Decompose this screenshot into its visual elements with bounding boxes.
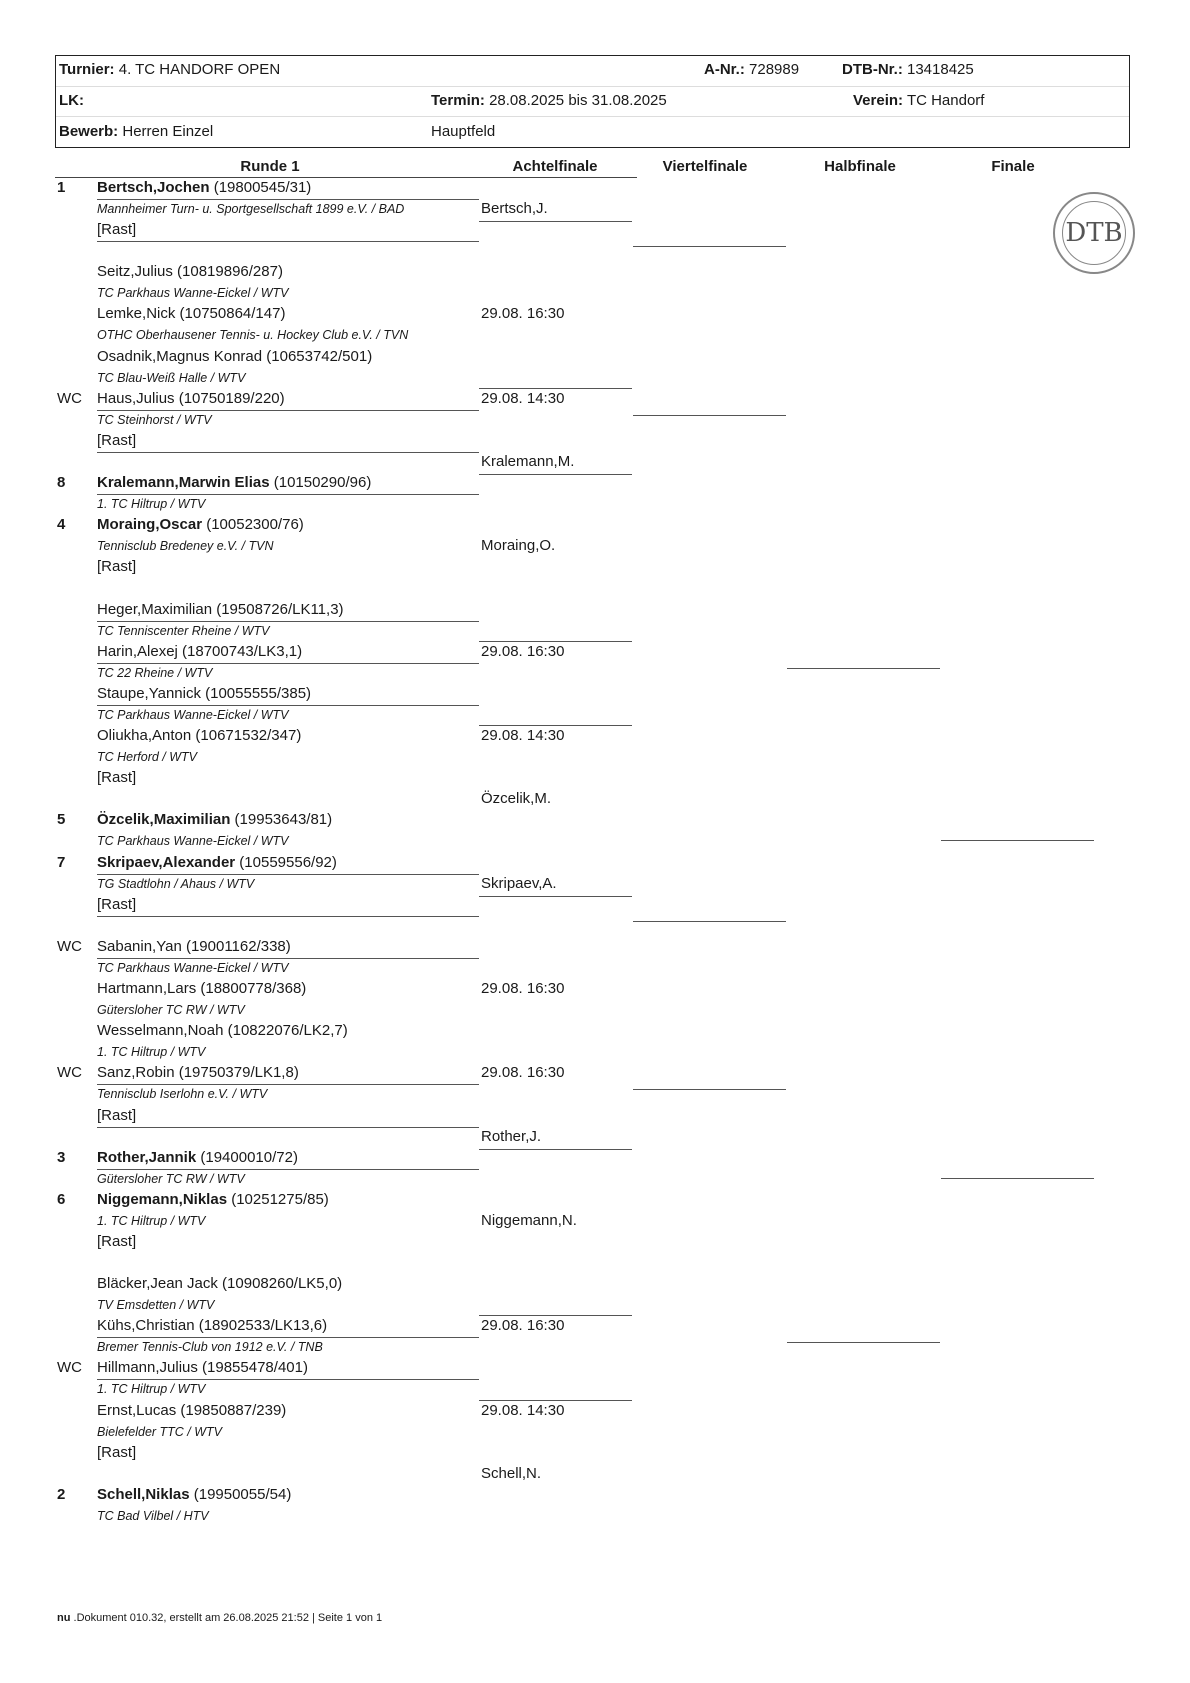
player-id: (10251275/85) <box>227 1190 329 1208</box>
bye-label: [Rast] <box>97 769 137 787</box>
seed-label: WC <box>57 1064 82 1082</box>
player-name-bold: Niggemann,Niklas <box>97 1190 228 1208</box>
turnier-label: Turnier: <box>59 61 115 78</box>
footer-brand: nu <box>57 1612 71 1624</box>
round2-entry: 29.08. 16:30 <box>481 1317 565 1335</box>
player-id: Sanz,Robin (19750379/LK1,8) <box>97 1064 299 1082</box>
round2-overline <box>479 388 632 389</box>
bye-label: [Rast] <box>97 1443 137 1461</box>
player-name <box>97 980 306 997</box>
player-name <box>97 1191 329 1208</box>
termin-value: 28.08.2025 bis 31.08.2025 <box>489 92 667 109</box>
seed-label: WC <box>57 937 82 955</box>
round2-overline <box>479 641 632 642</box>
round2-entry: Bertsch,J. <box>481 200 548 218</box>
player-id: Oliukha,Anton (10671532/347) <box>97 727 302 745</box>
quarterfinal-slot <box>633 415 786 416</box>
seed-label: 3 <box>57 1148 66 1166</box>
seed-label: 7 <box>57 853 66 871</box>
round2-underline <box>479 1149 632 1150</box>
player-underline <box>97 494 479 495</box>
dtb-logo-text: DTB <box>1062 201 1126 265</box>
player-id: (10150290/96) <box>269 474 372 492</box>
round2-entry: Rother,J. <box>481 1127 542 1145</box>
round2-entry: 29.08. 16:30 <box>481 305 565 323</box>
player-name <box>97 1275 342 1292</box>
seed-label: 2 <box>57 1485 66 1503</box>
player-name <box>97 1486 291 1503</box>
player-id: (19800545/31) <box>209 179 312 196</box>
player-club: TG Stadtlohn / Ahaus / WTV <box>97 876 255 891</box>
tournament-header <box>55 55 1130 148</box>
player-name <box>97 179 311 196</box>
semifinal-slot <box>787 668 940 669</box>
player-name <box>97 685 311 702</box>
column-runde1: Runde 1 <box>240 158 300 175</box>
player-club: OTHC Oberhausener Tennis- u. Hockey Club e.V. / TVN <box>97 328 409 343</box>
player-id: Hartmann,Lars (18800778/368) <box>97 980 307 998</box>
player-id: Harin,Alexej (18700743/LK3,1) <box>97 642 303 660</box>
round2-underline <box>479 221 632 222</box>
player-name <box>97 263 283 280</box>
player-name <box>97 811 332 828</box>
player-name <box>97 727 301 744</box>
player-club: TC Tenniscenter Rheine / WTV <box>97 623 270 638</box>
header-rule <box>55 177 637 178</box>
player-name-bold: Moraing,Oscar <box>97 516 203 534</box>
turnier-value: 4. TC HANDORF OPEN <box>118 61 281 78</box>
anr-value: 728989 <box>749 61 800 78</box>
player-id: Osadnik,Magnus Konrad (10653742/501) <box>97 347 373 365</box>
player-id: (19400010/72) <box>196 1148 298 1166</box>
player-name <box>97 390 285 407</box>
round2-overline <box>479 1315 632 1316</box>
anr-label: A-Nr.: <box>704 61 745 78</box>
player-id: (10052300/76) <box>202 516 304 534</box>
anr-field <box>704 61 799 78</box>
dtbnr-value: 13418425 <box>907 61 974 78</box>
player-underline <box>97 705 479 706</box>
player-club: 1. TC Hiltrup / WTV <box>97 1213 206 1228</box>
player-club: 1. TC Hiltrup / WTV <box>97 497 206 512</box>
player-id: Heger,Maximilian (19508726/LK11,3) <box>97 600 344 618</box>
verein-label: Verein: <box>853 92 904 109</box>
player-name <box>97 854 337 871</box>
player-underline <box>97 874 479 875</box>
player-name-bold: Skripaev,Alexander <box>97 853 236 871</box>
player-club: Tennisclub Iserlohn e.V. / WTV <box>97 1087 268 1102</box>
termin-label: Termin: <box>431 92 485 109</box>
lk-field <box>59 92 84 109</box>
semifinal-slot <box>787 1342 940 1343</box>
player-club: TC Parkhaus Wanne-Eickel / WTV <box>97 834 289 849</box>
player-id: Bläcker,Jean Jack (10908260/LK5,0) <box>97 1275 343 1293</box>
round2-entry: Özcelik,M. <box>481 790 552 808</box>
player-club: TC Herford / WTV <box>97 750 198 765</box>
player-id: Ernst,Lucas (19850887/239) <box>97 1401 287 1419</box>
player-id: Staupe,Yannick (10055555/385) <box>97 684 312 702</box>
player-underline <box>97 663 479 664</box>
player-club: Gütersloher TC RW / WTV <box>97 1003 245 1018</box>
player-id: Hillmann,Julius (19855478/401) <box>97 1359 308 1377</box>
player-name-bold: Bertsch,Jochen <box>97 179 210 196</box>
quarterfinal-slot <box>633 1089 786 1090</box>
round2-entry: Kralemann,M. <box>481 453 575 471</box>
player-name-bold: Özcelik,Maximilian <box>97 811 231 829</box>
final-slot <box>941 1178 1094 1179</box>
player-underline <box>97 1084 479 1085</box>
seed-label: WC <box>57 389 82 407</box>
bye-underline <box>97 1127 479 1128</box>
column-viertelfinale: Viertelfinale <box>662 158 748 175</box>
bye-underline <box>97 916 479 917</box>
player-name <box>97 348 372 365</box>
round2-entry: 29.08. 16:30 <box>481 980 565 998</box>
round2-entry: 29.08. 14:30 <box>481 1401 565 1419</box>
round2-entry: 29.08. 14:30 <box>481 727 565 745</box>
termin-field <box>431 92 667 109</box>
dtb-logo <box>1053 192 1135 274</box>
player-name-bold: Kralemann,Marwin Elias <box>97 474 270 492</box>
player-underline <box>97 1379 479 1380</box>
seed-label: 1 <box>57 179 66 196</box>
bye-label: [Rast] <box>97 221 137 239</box>
bye-label: [Rast] <box>97 558 137 576</box>
player-name-bold: Schell,Niklas <box>97 1485 190 1503</box>
player-name-bold: Rother,Jannik <box>97 1148 197 1166</box>
player-underline <box>97 958 479 959</box>
player-club: TC Parkhaus Wanne-Eickel / WTV <box>97 707 289 722</box>
footer-text: .Dokument 010.32, erstellt am 26.08.2025 21:52 | Seite 1 von 1 <box>70 1612 383 1624</box>
player-id: Wesselmann,Noah (10822076/LK2,7) <box>97 1022 348 1040</box>
round2-entry: 29.08. 16:30 <box>481 642 565 660</box>
bewerb-label: Bewerb: <box>59 123 119 140</box>
player-club: TC Bad Vilbel / HTV <box>97 1508 209 1523</box>
seed-label: WC <box>57 1359 82 1377</box>
bye-label: [Rast] <box>97 895 137 913</box>
player-club: TC Steinhorst / WTV <box>97 412 212 427</box>
player-club: Tennisclub Bredeney e.V. / TVN <box>97 539 274 554</box>
player-name <box>97 474 371 491</box>
round2-entry: Niggemann,N. <box>481 1211 577 1229</box>
seed-label: 4 <box>57 516 66 534</box>
player-name <box>97 305 285 322</box>
bye-underline <box>97 452 479 453</box>
player-club: TC Blau-Weiß Halle / WTV <box>97 370 246 385</box>
round2-overline <box>479 725 632 726</box>
player-name <box>97 643 302 660</box>
seed-label: 8 <box>57 474 66 492</box>
player-name <box>97 516 304 533</box>
player-name <box>97 1317 327 1334</box>
footer <box>57 1612 382 1624</box>
player-name <box>97 601 344 618</box>
player-club: Bremer Tennis-Club von 1912 e.V. / TNB <box>97 1340 323 1355</box>
player-club: 1. TC Hiltrup / WTV <box>97 1045 206 1060</box>
quarterfinal-slot <box>633 246 786 247</box>
verein-field <box>853 92 984 109</box>
bye-label: [Rast] <box>97 1106 137 1124</box>
round2-underline <box>479 474 632 475</box>
player-id: Sabanin,Yan (19001162/338) <box>97 937 291 955</box>
player-underline <box>97 1169 479 1170</box>
bye-label: [Rast] <box>97 1233 137 1250</box>
turnier-field <box>59 61 280 78</box>
player-club: TC 22 Rheine / WTV <box>97 665 213 680</box>
player-club: TC Parkhaus Wanne-Eickel / WTV <box>97 960 289 975</box>
bye-label: [Rast] <box>97 431 137 449</box>
round2-entry: 29.08. 16:30 <box>481 1064 565 1082</box>
bewerb-field <box>59 123 213 140</box>
column-halbfinale: Halbfinale <box>824 158 896 175</box>
quarterfinal-slot <box>633 921 786 922</box>
dtbnr-label: DTB-Nr.: <box>842 61 903 78</box>
player-club: Mannheimer Turn- u. Sportgesellschaft 1899 e.V. / BAD <box>97 202 405 216</box>
verein-value: TC Handorf <box>906 92 985 109</box>
player-club: TC Parkhaus Wanne-Eickel / WTV <box>97 286 289 301</box>
player-name <box>97 1064 299 1081</box>
seed-label: 6 <box>57 1190 66 1208</box>
round2-entry: Skripaev,A. <box>481 874 557 892</box>
player-name <box>97 1402 286 1419</box>
round2-entry: Schell,N. <box>481 1464 542 1482</box>
round2-underline <box>479 896 632 897</box>
player-name <box>97 938 291 955</box>
player-id: Haus,Julius (10750189/220) <box>97 389 285 407</box>
header-divider <box>56 86 1129 87</box>
player-club: TV Emsdetten / WTV <box>97 1298 215 1313</box>
player-id: Kühs,Christian (18902533/LK13,6) <box>97 1317 328 1335</box>
header-divider <box>56 116 1129 117</box>
player-id: Lemke,Nick (10750864/147) <box>97 305 286 323</box>
round2-entry: 29.08. 14:30 <box>481 389 565 407</box>
dtbnr-field <box>842 61 974 78</box>
bewerb-value: Herren Einzel <box>122 123 214 140</box>
player-name <box>97 1149 298 1166</box>
bye-underline <box>97 241 479 242</box>
player-underline <box>97 199 479 200</box>
player-club: 1. TC Hiltrup / WTV <box>97 1382 206 1397</box>
final-slot <box>941 840 1094 841</box>
player-id: (10559556/92) <box>235 853 337 871</box>
column-finale: Finale <box>991 158 1035 175</box>
player-id: (19950055/54) <box>189 1485 292 1503</box>
round2-overline <box>479 1400 632 1401</box>
player-underline <box>97 410 479 411</box>
lk-label: LK: <box>59 92 84 109</box>
player-name <box>97 1359 308 1376</box>
player-name <box>97 1022 348 1039</box>
player-id: (19953643/81) <box>230 811 333 829</box>
player-id: Seitz,Julius (10819896/287) <box>97 263 283 281</box>
player-club: Gütersloher TC RW / WTV <box>97 1171 245 1186</box>
player-club: Bielefelder TTC / WTV <box>97 1424 223 1439</box>
seed-label: 5 <box>57 811 66 829</box>
feld-value: Hauptfeld <box>431 123 496 140</box>
column-achtelfinale: Achtelfinale <box>512 158 598 175</box>
round2-entry: Moraing,O. <box>481 537 556 555</box>
player-underline <box>97 1337 479 1338</box>
player-underline <box>97 621 479 622</box>
